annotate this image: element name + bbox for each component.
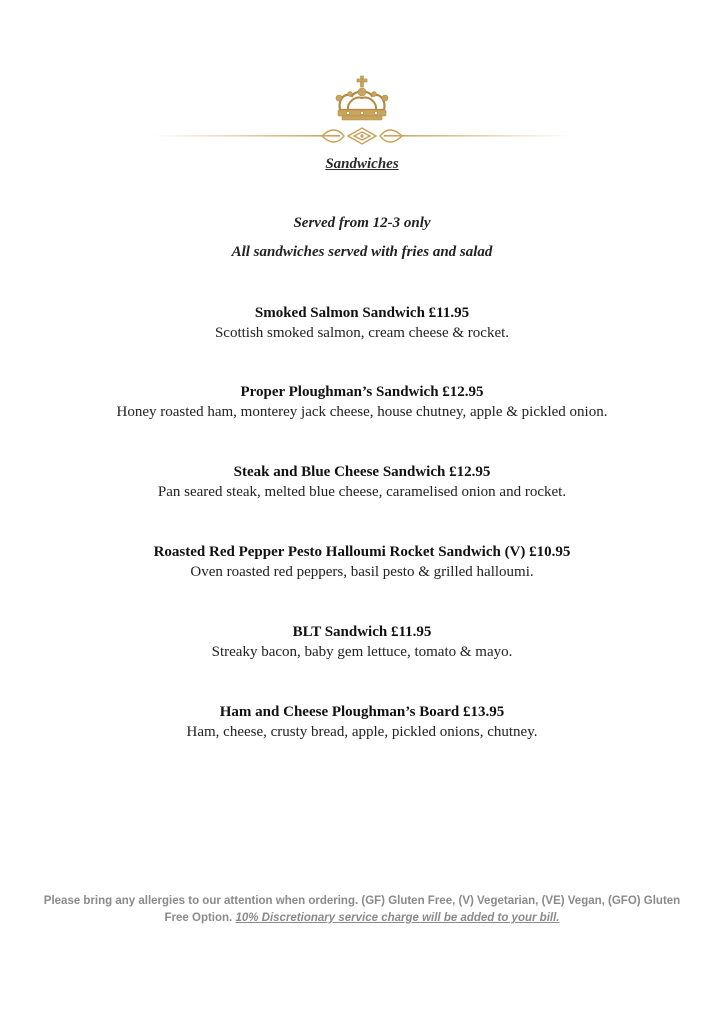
menu-item-description: Honey roasted ham, monterey jack cheese, house chutney, apple & pickled onion. bbox=[116, 404, 608, 420]
crown-emblem-icon bbox=[152, 74, 572, 146]
menu-item bbox=[0, 303, 724, 344]
menu-item-title: Ham and Cheese Ploughman’s Board £13.95 bbox=[219, 704, 505, 720]
menu-item bbox=[0, 542, 724, 583]
serving-note: All sandwiches served with fries and salad bbox=[231, 244, 493, 260]
menu-item-description: Oven roasted red peppers, basil pesto & grilled halloumi. bbox=[190, 564, 534, 580]
menu-item-description: Streaky bacon, baby gem lettuce, tomato & mayo. bbox=[211, 644, 513, 660]
menu-item-title: Proper Ploughman’s Sandwich £12.95 bbox=[240, 384, 484, 400]
menu-item bbox=[0, 382, 724, 423]
menu-item-description: Ham, cheese, crusty bread, apple, pickled onions, chutney. bbox=[186, 724, 538, 740]
menu-item-title: BLT Sandwich £11.95 bbox=[292, 624, 432, 640]
crown-icon bbox=[336, 76, 388, 120]
menu-item bbox=[0, 462, 724, 503]
ornamental-rule-icon bbox=[152, 128, 572, 144]
menu-item-description: Pan seared steak, melted blue cheese, caramelised onion and rocket. bbox=[157, 484, 567, 500]
service-charge-notice: 10% Discretionary service charge will be added to your bill. bbox=[235, 912, 560, 924]
allergy-footer bbox=[40, 893, 684, 927]
section-title: Sandwiches bbox=[325, 156, 399, 172]
menu-item-title: Smoked Salmon Sandwich £11.95 bbox=[254, 305, 470, 321]
menu-item-description: Scottish smoked salmon, cream cheese & rocket. bbox=[214, 325, 510, 341]
allergy-notice: Please bring any allergies to our attention when ordering. (GF) Gluten Free, (V) Vegetarian, (VE) Vegan, (GFO) Gluten Free Option. bbox=[43, 895, 681, 924]
serving-hours: Served from 12-3 only bbox=[293, 215, 431, 231]
menu-item bbox=[0, 622, 724, 663]
menu-item bbox=[0, 702, 724, 743]
menu-item-title: Steak and Blue Cheese Sandwich £12.95 bbox=[233, 464, 491, 480]
menu-item-title: Roasted Red Pepper Pesto Halloumi Rocket Sandwich (V) £10.95 bbox=[153, 544, 571, 560]
